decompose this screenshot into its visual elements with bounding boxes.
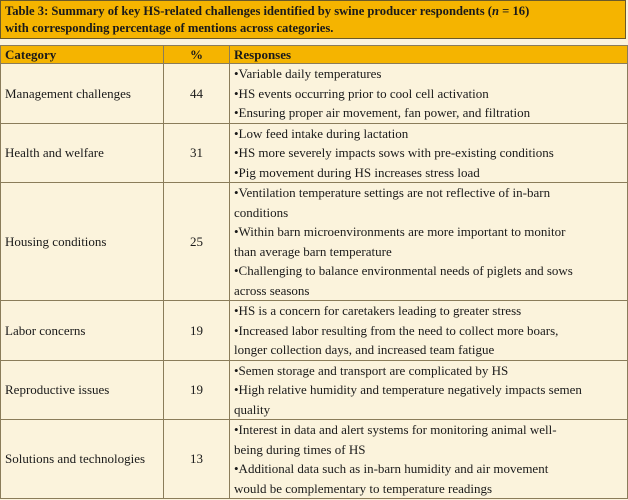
percent-cell: 44 — [164, 64, 230, 124]
responses-cell — [230, 360, 628, 420]
response-line: •Increased labor resulting from the need to collect more boars, — [234, 322, 559, 338]
percent-cell: 13 — [164, 420, 230, 499]
responses-cell — [230, 420, 628, 499]
responses-cell — [230, 183, 628, 301]
response-line: •High relative humidity and temperature negatively impacts semen — [234, 382, 582, 397]
category-cell: Solutions and technologies — [1, 420, 164, 499]
percent-cell: 19 — [164, 301, 230, 361]
response-line: •HS events occurring prior to cool cell activation — [234, 85, 489, 101]
responses-cell — [230, 123, 628, 183]
table-row — [1, 64, 628, 124]
caption-line-2: with corresponding percentage of mentions across categories. — [5, 21, 334, 35]
response-line: •Variable daily temperatures — [234, 66, 382, 81]
response-line: •Low feed intake during lactation — [234, 125, 409, 141]
table-row — [1, 301, 628, 361]
responses-cell — [230, 64, 628, 124]
response-line: •HS more severely impacts sows with pre-existing conditions — [234, 145, 554, 160]
response-line: •Challenging to balance environmental needs of piglets and sows — [234, 263, 573, 278]
responses-cell — [230, 301, 628, 361]
response-line: quality — [234, 401, 271, 417]
table-row — [1, 360, 628, 420]
header-category: Category — [1, 46, 164, 64]
response-line: •Pig movement during HS increases stress load — [234, 164, 480, 180]
table-row — [1, 420, 628, 499]
response-line: •HS is a concern for caretakers leading to greater stress — [234, 303, 522, 318]
summary-table — [0, 45, 628, 499]
caption-n-variable: n — [491, 4, 499, 18]
table-caption — [0, 0, 626, 39]
response-line: •Ensuring proper air movement, fan power, and filtration — [234, 105, 531, 120]
table-row — [1, 183, 628, 301]
header-row — [1, 46, 628, 64]
response-line: across seasons — [234, 282, 310, 298]
category-cell: Labor concerns — [1, 301, 164, 361]
header-percent: % — [164, 46, 230, 64]
table-row — [1, 123, 628, 183]
response-line: longer collection days, and increased team fatigue — [234, 342, 495, 357]
table-body — [1, 64, 628, 499]
response-line: would be complementary to temperature readings — [234, 480, 493, 496]
category-cell: Health and welfare — [1, 123, 164, 183]
caption-lead: Table 3: Summary of key HS-related challenges identified by swine producer respondents ( — [5, 4, 492, 18]
response-line: conditions — [234, 204, 289, 220]
category-cell: Management challenges — [1, 64, 164, 124]
response-line: than average barn temperature — [234, 243, 392, 259]
header-responses: Responses — [230, 46, 628, 64]
percent-cell: 25 — [164, 183, 230, 301]
percent-cell: 31 — [164, 123, 230, 183]
percent-cell: 19 — [164, 360, 230, 420]
response-line: •Within barn microenvironments are more important to monitor — [234, 224, 566, 239]
response-line: •Ventilation temperature settings are not reflective of in-barn — [234, 185, 551, 200]
category-cell: Reproductive issues — [1, 360, 164, 420]
caption-n-value: = 16) — [499, 4, 530, 18]
response-line: •Additional data such as in-barn humidity and air movement — [234, 461, 549, 476]
response-line: being during times of HS — [234, 441, 366, 457]
response-line: •Semen storage and transport are complicated by HS — [234, 362, 509, 378]
response-line: •Interest in data and alert systems for monitoring animal well- — [234, 422, 557, 437]
category-cell: Housing conditions — [1, 183, 164, 301]
